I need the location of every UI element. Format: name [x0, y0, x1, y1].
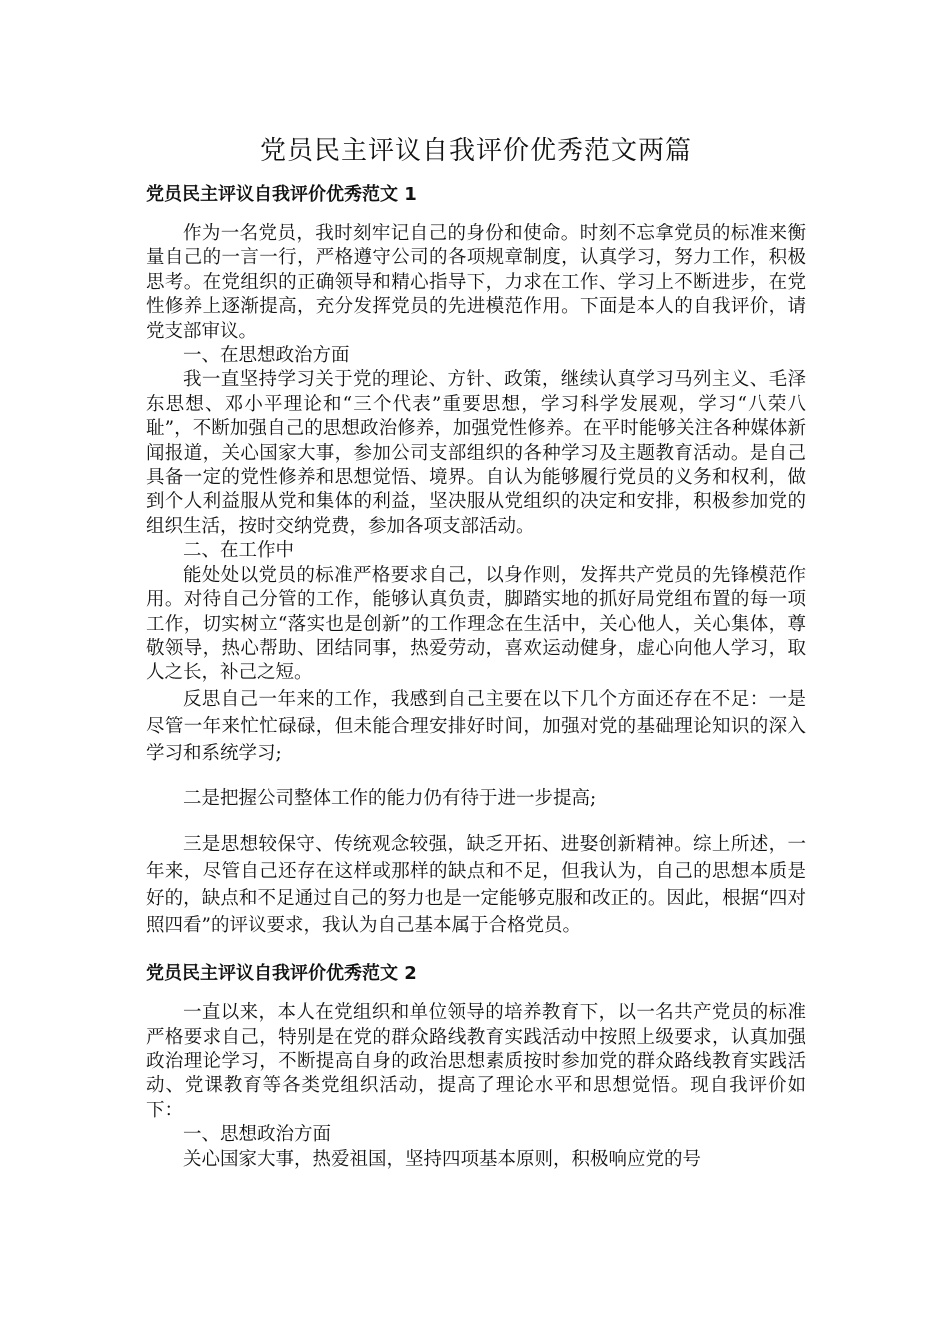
section-1-work-paragraph: 能处处以党员的标准严格要求自己，以身作则，发挥共产党员的先锋模范作用。对待自己分管的工作，能够认真负责，脚踏实地的抓好局党组布置的每一项工作，切实树立“落实也是创新”的工作理念在生活中，关心他人，关心集体，尊敬领导，热心帮助、团结同事，热爱劳动，喜欢运动健身，虚心向他人学习，取人之长，补己之短。: [146, 564, 806, 684]
section-2-heading: 党员民主评议自我评价优秀范文 2: [146, 963, 417, 985]
section-2-intro-paragraph: 一直以来，本人在党组织和单位领导的培养教育下，以一名共产党员的标准严格要求自己，特别是在党的群众路线教育实践活动中按照上级要求，认真加强政治理论学习，不断提高自身的政治思想素质按时参加党的群众路线教育实践活动、党课教育等各类党组织活动，提高了理论水平和思想觉悟。现自我评价如下：: [146, 1002, 806, 1121]
section-1-conclusion-paragraph: 三是思想较保守、传统观念较强，缺乏开拓、进娶创新精神。综上所述，一年来，尽管自己还存在这样或那样的缺点和不足，但我认为，自己的思想本质是好的，缺点和不足通过自己的努力也是一定能够克服和改正的。因此，根据“四对照四看”的评议要求，我认为自己基本属于合格党员。: [146, 834, 806, 937]
section-1-subheading-ideology: 一、在思想政治方面: [183, 345, 350, 367]
section-1-reflection-paragraph: 反思自己一年来的工作，我感到自己主要在以下几个方面还存在不足：一是尽管一年来忙忙碌碌，但未能合理安排好时间，加强对党的基础理论知识的深入学习和系统学习;: [146, 688, 806, 764]
section-2-ideology-paragraph: 关心国家大事，热爱祖国，坚持四项基本原则，积极响应党的号: [183, 1148, 702, 1170]
document-body: [146, 128, 806, 1172]
section-1-intro-paragraph: 作为一名党员，我时刻牢记自己的身份和使命。时刻不忘拿党员的标准来衡量自己的一言一行，严格遵守公司的各项规章制度，认真学习，努力工作，积极思考。在党组织的正确领导和精心指导下，力求在工作、学习上不断进步，在党性修养上逐渐提高，充分发挥党员的先进模范作用。下面是本人的自我评价，请党支部审议。: [146, 223, 806, 342]
document-title: 党员民主评议自我评价优秀范文两篇: [259, 136, 692, 166]
section-1-heading: 党员民主评议自我评价优秀范文 1: [146, 184, 417, 205]
section-1-ideology-paragraph: 我一直坚持学习关于党的理论、方针、政策，继续认真学习马列主义、毛泽东思想、邓小平理论和“三个代表”重要思想，学习科学发展观，学习“八荣八耻”，不断加强自己的思想政治修养，加强党性修养。在平时能够关注各种媒体新闻报道，关心国家大事，参加公司支部组织的各种学习及主题教育活动。是自己具备一定的党性修养和思想觉悟、境界。自认为能够履行党员的义务和权利，做到个人利益服从党和集体的利益，坚决服从党组织的决定和安排，积极参加党的组织生活，按时交纳党费，参加各项支部活动。: [146, 369, 806, 537]
section-1-point-two-paragraph: 二是把握公司整体工作的能力仍有待于进一步提高;: [183, 787, 597, 809]
section-2-subheading-ideology: 一、思想政治方面: [183, 1124, 332, 1146]
section-1-subheading-work: 二、在工作中: [183, 540, 295, 562]
